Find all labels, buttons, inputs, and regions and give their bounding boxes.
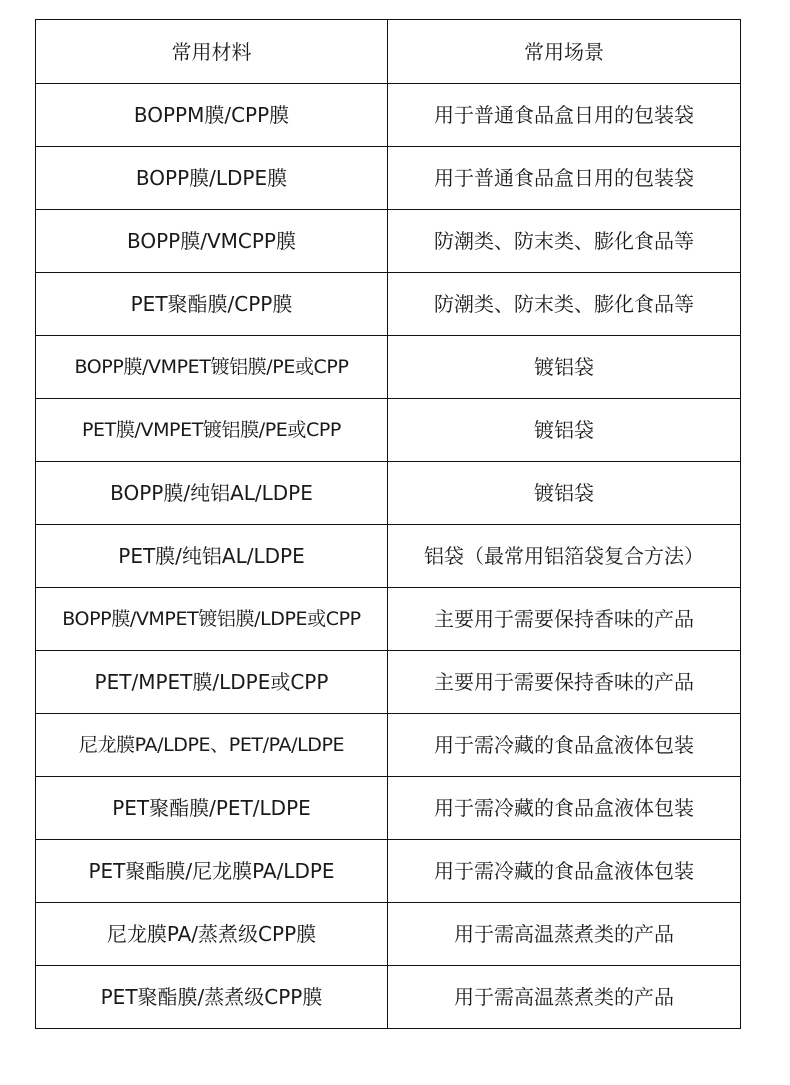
table-row [36,903,741,966]
table-row [36,777,741,840]
material-cell: 尼龙膜PA/LDPE、PET/PA/LDPE [36,714,388,777]
scenario-cell: 防潮类、防末类、膨化食品等 [388,273,741,336]
material-cell: PET聚酯膜/尼龙膜PA/LDPE [36,840,388,903]
scenario-cell: 铝袋（最常用铝箔袋复合方法） [388,525,741,588]
table-row [36,651,741,714]
table-row [36,714,741,777]
header-materials: 常用材料 [36,20,388,84]
table-row [36,84,741,147]
table-row [36,336,741,399]
material-cell: PET聚酯膜/蒸煮级CPP膜 [36,966,388,1029]
table-body [36,84,741,1029]
materials-table [35,19,741,1029]
table-header-row [36,20,741,84]
scenario-cell: 用于需冷藏的食品盒液体包装 [388,840,741,903]
scenario-cell: 主要用于需要保持香味的产品 [388,651,741,714]
scenario-cell: 用于需高温蒸煮类的产品 [388,903,741,966]
table-row [36,840,741,903]
material-cell: PET聚酯膜/CPP膜 [36,273,388,336]
table-row [36,462,741,525]
header-scenarios: 常用场景 [388,20,741,84]
scenario-cell: 用于需冷藏的食品盒液体包装 [388,777,741,840]
scenario-cell: 用于需高温蒸煮类的产品 [388,966,741,1029]
scenario-cell: 镀铝袋 [388,399,741,462]
material-cell: PET膜/纯铝AL/LDPE [36,525,388,588]
scenario-cell: 用于普通食品盒日用的包装袋 [388,84,741,147]
table-row [36,966,741,1029]
scenario-cell: 防潮类、防末类、膨化食品等 [388,210,741,273]
material-cell: 尼龙膜PA/蒸煮级CPP膜 [36,903,388,966]
material-cell: PET聚酯膜/PET/LDPE [36,777,388,840]
scenario-cell: 用于普通食品盒日用的包装袋 [388,147,741,210]
scenario-cell: 用于需冷藏的食品盒液体包装 [388,714,741,777]
table-row [36,588,741,651]
material-cell: BOPP膜/LDPE膜 [36,147,388,210]
material-cell: BOPP膜/VMCPP膜 [36,210,388,273]
table-row [36,399,741,462]
material-cell: PET/MPET膜/LDPE或CPP [36,651,388,714]
material-cell: BOPP膜/VMPET镀铝膜/PE或CPP [36,336,388,399]
scenario-cell: 主要用于需要保持香味的产品 [388,588,741,651]
material-cell: BOPP膜/纯铝AL/LDPE [36,462,388,525]
scenario-cell: 镀铝袋 [388,336,741,399]
table-row [36,525,741,588]
scenario-cell: 镀铝袋 [388,462,741,525]
material-cell: BOPP膜/VMPET镀铝膜/LDPE或CPP [36,588,388,651]
table-row [36,273,741,336]
material-cell: PET膜/VMPET镀铝膜/PE或CPP [36,399,388,462]
table-row [36,210,741,273]
table-row [36,147,741,210]
material-cell: BOPPM膜/CPP膜 [36,84,388,147]
